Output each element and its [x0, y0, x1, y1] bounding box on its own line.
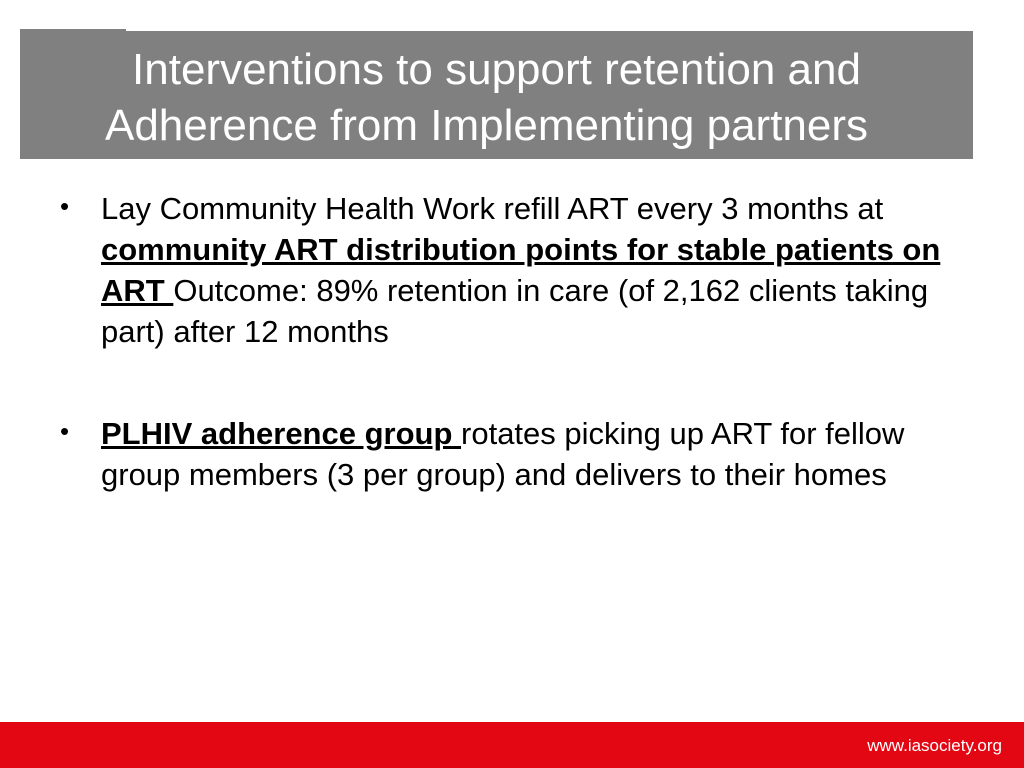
- bullet-text-after: rotates picking up ART for fellow group members (3 per group) and delivers to their homes: [101, 416, 905, 492]
- bullet-dot-icon: •: [60, 191, 70, 221]
- slide-title: [20, 42, 973, 154]
- bullet-item-community-distribution: [60, 188, 960, 352]
- bullet-emphasis: community ART distribution points for stable patients on ART: [101, 232, 941, 308]
- title-line-2: Adherence from Implementing partners: [104, 101, 869, 150]
- bullet-text-after: Outcome: 89% retention in care (of 2,162 clients taking part) after 12 months: [101, 273, 929, 349]
- bullet-emphasis: PLHIV adherence group: [101, 416, 462, 451]
- footer-bar: [0, 722, 1024, 768]
- bullet-dot-icon: •: [60, 416, 70, 446]
- bullet-text-before: Lay Community Health Work refill ART every 3 months at: [101, 191, 884, 226]
- bullet-item-adherence-group: [60, 413, 960, 495]
- footer-url: www.iasociety.org: [867, 736, 1002, 755]
- bullet-list: [60, 188, 960, 495]
- title-line-1: Interventions to support retention and: [132, 45, 861, 94]
